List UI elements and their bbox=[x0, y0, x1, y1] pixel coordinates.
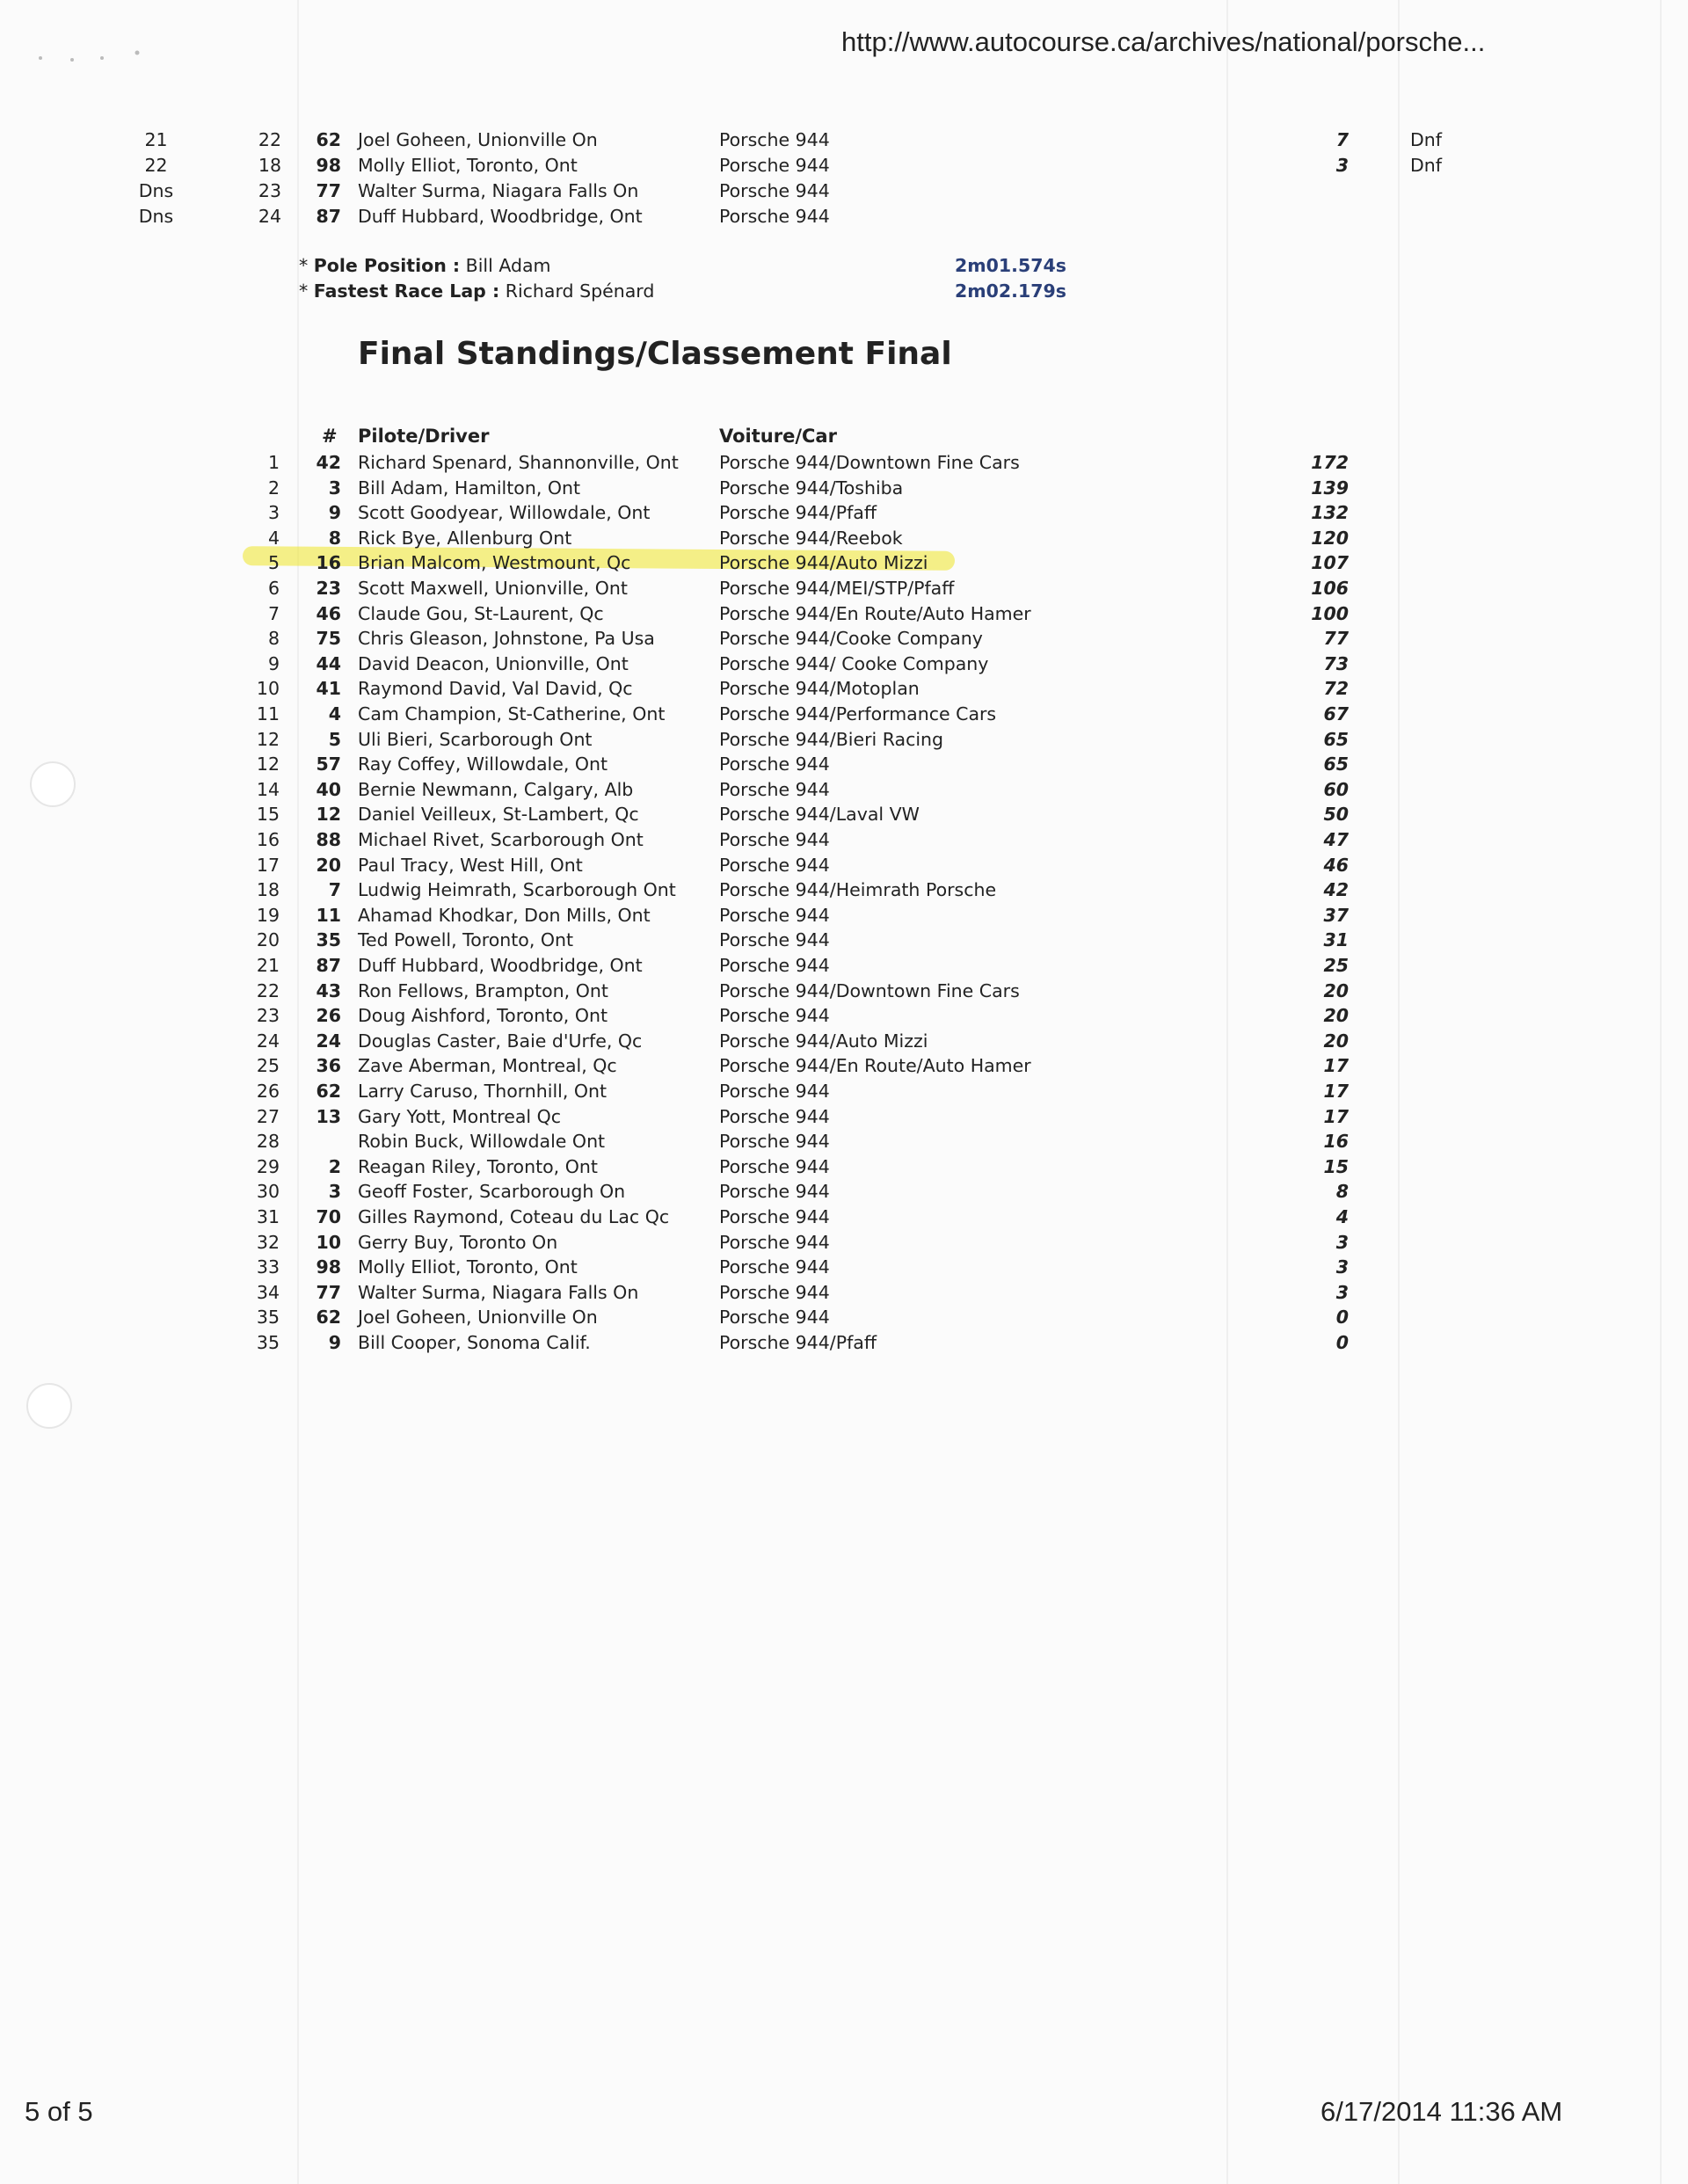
driver-cell: Molly Elliot, Toronto, Ont bbox=[358, 1256, 578, 1278]
driver-cell: Bill Cooper, Sonoma Calif. bbox=[358, 1332, 591, 1353]
car-cell: Porsche 944/Motoplan bbox=[719, 678, 920, 700]
standings-row bbox=[0, 928, 1688, 953]
points-cell: 106 bbox=[1311, 578, 1349, 599]
car-cell: Porsche 944 bbox=[719, 1307, 830, 1329]
standings-row bbox=[0, 1330, 1688, 1356]
car-cell: Porsche 944 bbox=[719, 1131, 830, 1153]
car-number-cell: 11 bbox=[316, 904, 341, 926]
driver-cell: Bill Adam, Hamilton, Ont bbox=[358, 477, 581, 499]
laps-cell: 7 bbox=[1335, 129, 1349, 150]
position-cell: 3 bbox=[267, 502, 280, 524]
standings-row bbox=[0, 476, 1688, 501]
car-cell: Porsche 944/Downtown Fine Cars bbox=[719, 979, 1020, 1001]
position-cell: 28 bbox=[256, 1131, 280, 1153]
car-number-cell: 62 bbox=[316, 129, 341, 150]
car-cell: Porsche 944 bbox=[719, 1005, 830, 1027]
standings-row bbox=[0, 1029, 1688, 1054]
driver-cell: Molly Elliot, Toronto, Ont bbox=[358, 155, 578, 176]
standings-row bbox=[0, 802, 1688, 827]
fastest-lap-time: 2m02.179s bbox=[955, 280, 1066, 302]
driver-cell: Ron Fellows, Brampton, Ont bbox=[358, 979, 608, 1001]
driver-cell: Michael Rivet, Scarborough Ont bbox=[358, 829, 644, 850]
car-number-cell: 9 bbox=[328, 1332, 341, 1353]
position-cell: 32 bbox=[256, 1231, 280, 1253]
standings-row bbox=[0, 450, 1688, 476]
points-cell: 3 bbox=[1335, 1281, 1349, 1303]
standings-row bbox=[0, 853, 1688, 878]
standings-row bbox=[0, 777, 1688, 803]
car-number-cell: 35 bbox=[316, 929, 341, 951]
driver-cell: Joel Goheen, Unionville On bbox=[358, 129, 598, 150]
driver-cell: Ray Coffey, Willowdale, Ont bbox=[358, 753, 608, 775]
car-number-cell: 3 bbox=[328, 477, 341, 499]
car-cell: Porsche 944 bbox=[719, 1206, 830, 1227]
car-number-cell: 46 bbox=[316, 602, 341, 624]
car-cell: Porsche 944 bbox=[719, 753, 830, 775]
car-number-cell: 12 bbox=[316, 804, 341, 826]
position-cell: 24 bbox=[256, 1030, 280, 1052]
standings-row bbox=[0, 601, 1688, 627]
driver-cell: Daniel Veilleux, St-Lambert, Qc bbox=[358, 804, 639, 826]
laps-cell: 3 bbox=[1335, 155, 1349, 176]
standings-row bbox=[0, 576, 1688, 601]
car-number-cell: 70 bbox=[316, 1206, 341, 1227]
car-number-cell: 5 bbox=[328, 728, 341, 750]
car-cell: Porsche 944 bbox=[719, 155, 830, 176]
driver-cell: Gilles Raymond, Coteau du Lac Qc bbox=[358, 1206, 670, 1227]
car-cell: Porsche 944/Pfaff bbox=[719, 1332, 877, 1353]
position-cell: 35 bbox=[256, 1307, 280, 1329]
position-cell: 26 bbox=[256, 1081, 280, 1102]
standings-row bbox=[0, 1053, 1688, 1079]
standings-row bbox=[0, 1255, 1688, 1280]
points-cell: 37 bbox=[1323, 904, 1349, 926]
position-cell: 35 bbox=[256, 1332, 280, 1353]
points-cell: 47 bbox=[1323, 829, 1349, 850]
points-cell: 50 bbox=[1323, 804, 1349, 826]
car-cell: Porsche 944 bbox=[719, 778, 830, 800]
driver-cell: Larry Caruso, Thornhill, Ont bbox=[358, 1081, 608, 1102]
car-cell: Porsche 944 bbox=[719, 1105, 830, 1127]
car-number-cell: 23 bbox=[316, 578, 341, 599]
points-cell: 132 bbox=[1311, 502, 1349, 524]
position-cell: 23 bbox=[256, 1005, 280, 1027]
points-cell: 172 bbox=[1311, 452, 1349, 473]
position-cell: 9 bbox=[267, 652, 280, 674]
position-cell: 19 bbox=[256, 904, 280, 926]
driver-cell: Douglas Caster, Baie d'Urfe, Qc bbox=[358, 1030, 643, 1052]
driver-cell: Duff Hubbard, Woodbridge, Ont bbox=[358, 955, 643, 976]
position-cell: 10 bbox=[256, 678, 280, 700]
race-result-row bbox=[0, 153, 1688, 178]
driver-cell: Zave Aberman, Montreal, Qc bbox=[358, 1055, 617, 1077]
standings-row bbox=[0, 652, 1688, 677]
car-number-cell: 2 bbox=[328, 1155, 341, 1177]
standings-row bbox=[0, 526, 1688, 551]
driver-cell: Chris Gleason, Johnstone, Pa Usa bbox=[358, 628, 655, 650]
points-cell: 42 bbox=[1323, 879, 1349, 901]
driver-cell: Walter Surma, Niagara Falls On bbox=[358, 1281, 639, 1303]
driver-cell: Brian Malcom, Westmount, Qc bbox=[358, 552, 631, 574]
car-cell: Porsche 944 bbox=[719, 206, 830, 227]
points-cell: 139 bbox=[1311, 477, 1349, 499]
position-cell: 25 bbox=[256, 1055, 280, 1077]
points-cell: 0 bbox=[1335, 1332, 1349, 1353]
driver-cell: Raymond David, Val David, Qc bbox=[358, 678, 633, 700]
car-cell: Porsche 944/Heimrath Porsche bbox=[719, 879, 997, 901]
standings-row bbox=[0, 877, 1688, 903]
position-cell: 30 bbox=[256, 1181, 280, 1203]
car-number-cell: 24 bbox=[316, 1030, 341, 1052]
points-cell: 20 bbox=[1323, 1030, 1349, 1052]
points-cell: 73 bbox=[1323, 652, 1349, 674]
car-number-cell: 20 bbox=[316, 854, 341, 876]
car-number-cell: 26 bbox=[316, 1005, 341, 1027]
car-cell: Porsche 944 bbox=[719, 1256, 830, 1278]
pole-position: * Pole Position : Bill Adam bbox=[299, 255, 551, 276]
position-cell: 8 bbox=[267, 628, 280, 650]
position-cell: 33 bbox=[256, 1256, 280, 1278]
car-number-cell: 87 bbox=[316, 206, 341, 227]
points-cell: 72 bbox=[1323, 678, 1349, 700]
car-number-cell: 9 bbox=[328, 502, 341, 524]
race-result-row bbox=[0, 204, 1688, 229]
car-cell: Porsche 944/MEI/STP/Pfaff bbox=[719, 578, 955, 599]
standings-row bbox=[0, 903, 1688, 928]
pole-driver: Bill Adam bbox=[460, 255, 551, 276]
grid-cell: 22 bbox=[258, 129, 281, 150]
car-number-cell: 62 bbox=[316, 1307, 341, 1329]
fastest-lap-label: Fastest Race Lap : bbox=[313, 280, 500, 302]
points-cell: 17 bbox=[1323, 1081, 1349, 1102]
car-number-cell: 40 bbox=[316, 778, 341, 800]
position-cell: 6 bbox=[267, 578, 280, 599]
points-cell: 20 bbox=[1323, 1005, 1349, 1027]
car-number-cell: 44 bbox=[316, 652, 341, 674]
status-cell: Dnf bbox=[1410, 155, 1442, 176]
car-number-cell: 75 bbox=[316, 628, 341, 650]
points-cell: 60 bbox=[1323, 778, 1349, 800]
position-cell: 34 bbox=[256, 1281, 280, 1303]
car-number-cell: 3 bbox=[328, 1181, 341, 1203]
car-number-cell: 42 bbox=[316, 452, 341, 473]
car-cell: Porsche 944 bbox=[719, 929, 830, 951]
standings-row bbox=[0, 500, 1688, 526]
car-number-cell: 87 bbox=[316, 955, 341, 976]
page-number: 5 of 5 bbox=[25, 2096, 93, 2127]
standings-row bbox=[0, 727, 1688, 753]
car-number-cell: 77 bbox=[316, 1281, 341, 1303]
car-cell: Porsche 944/En Route/Auto Hamer bbox=[719, 1055, 1031, 1077]
header-driver: Pilote/Driver bbox=[358, 426, 490, 447]
points-cell: 65 bbox=[1323, 728, 1349, 750]
driver-cell: Rick Bye, Allenburg Ont bbox=[358, 527, 572, 549]
standings-row bbox=[0, 953, 1688, 979]
status-cell: Dnf bbox=[1410, 129, 1442, 150]
car-number-cell: 98 bbox=[316, 1256, 341, 1278]
driver-cell: David Deacon, Unionville, Ont bbox=[358, 652, 629, 674]
position-cell: 17 bbox=[256, 854, 280, 876]
position-cell: 11 bbox=[256, 703, 280, 724]
position-cell: 20 bbox=[256, 929, 280, 951]
driver-cell: Reagan Riley, Toronto, Ont bbox=[358, 1155, 598, 1177]
car-cell: Porsche 944/Downtown Fine Cars bbox=[719, 452, 1020, 473]
position-cell: 14 bbox=[256, 778, 280, 800]
car-cell: Porsche 944/Toshiba bbox=[719, 477, 904, 499]
position-cell: 21 bbox=[256, 955, 280, 976]
car-number-cell: 4 bbox=[328, 703, 341, 724]
result-cell: 21 bbox=[144, 129, 168, 150]
position-cell: 12 bbox=[256, 728, 280, 750]
position-cell: 5 bbox=[267, 552, 280, 574]
driver-cell: Paul Tracy, West Hill, Ont bbox=[358, 854, 583, 876]
grid-cell: 18 bbox=[258, 155, 281, 176]
car-cell: Porsche 944/Bieri Racing bbox=[719, 728, 944, 750]
position-cell: 12 bbox=[256, 753, 280, 775]
car-cell: Porsche 944/ Cooke Company bbox=[719, 652, 989, 674]
points-cell: 3 bbox=[1335, 1256, 1349, 1278]
driver-cell: Doug Aishford, Toronto, Ont bbox=[358, 1005, 608, 1027]
driver-cell: Geoff Foster, Scarborough On bbox=[358, 1181, 626, 1203]
position-cell: 31 bbox=[256, 1206, 280, 1227]
scan-marks bbox=[32, 47, 146, 65]
standings-row bbox=[0, 1079, 1688, 1104]
standings-row bbox=[0, 1280, 1688, 1306]
standings-row bbox=[0, 752, 1688, 777]
driver-cell: Gary Yott, Montreal Qc bbox=[358, 1105, 562, 1127]
standings-row bbox=[0, 1003, 1688, 1029]
standings-row bbox=[0, 550, 1688, 576]
header-car: Voiture/Car bbox=[719, 426, 837, 447]
position-cell: 27 bbox=[256, 1105, 280, 1127]
punch-hole-lower bbox=[26, 1383, 72, 1429]
car-cell: Porsche 944/Laval VW bbox=[719, 804, 920, 826]
driver-cell: Claude Gou, St-Laurent, Qc bbox=[358, 602, 604, 624]
print-datetime: 6/17/2014 11:36 AM bbox=[1321, 2096, 1563, 2127]
points-cell: 100 bbox=[1311, 602, 1349, 624]
position-cell: 22 bbox=[256, 979, 280, 1001]
standings-row bbox=[0, 626, 1688, 652]
driver-cell: Robin Buck, Willowdale Ont bbox=[358, 1131, 606, 1153]
standings-row bbox=[0, 676, 1688, 702]
fastest-lap-driver: Richard Spénard bbox=[499, 280, 655, 302]
points-cell: 67 bbox=[1323, 703, 1349, 724]
car-cell: Porsche 944 bbox=[719, 1181, 830, 1203]
car-cell: Porsche 944 bbox=[719, 1155, 830, 1177]
position-cell: 7 bbox=[267, 602, 280, 624]
points-cell: 17 bbox=[1323, 1055, 1349, 1077]
fastest-race-lap: * Fastest Race Lap : Richard Spénard bbox=[299, 280, 655, 302]
car-cell: Porsche 944/Auto Mizzi bbox=[719, 552, 928, 574]
race-result-row bbox=[0, 178, 1688, 204]
points-cell: 16 bbox=[1323, 1131, 1349, 1153]
car-cell: Porsche 944 bbox=[719, 829, 830, 850]
standings-row bbox=[0, 1129, 1688, 1154]
car-cell: Porsche 944/En Route/Auto Hamer bbox=[719, 602, 1031, 624]
car-cell: Porsche 944/Performance Cars bbox=[719, 703, 997, 724]
result-cell: Dns bbox=[138, 180, 174, 201]
points-cell: 0 bbox=[1335, 1307, 1349, 1329]
points-cell: 3 bbox=[1335, 1231, 1349, 1253]
position-cell: 4 bbox=[267, 527, 280, 549]
car-cell: Porsche 944/Cooke Company bbox=[719, 628, 983, 650]
driver-cell: Richard Spenard, Shannonville, Ont bbox=[358, 452, 679, 473]
car-cell: Porsche 944 bbox=[719, 1081, 830, 1102]
points-cell: 107 bbox=[1311, 552, 1349, 574]
points-cell: 25 bbox=[1323, 955, 1349, 976]
car-cell: Porsche 944 bbox=[719, 955, 830, 976]
car-number-cell: 43 bbox=[316, 979, 341, 1001]
car-cell: Porsche 944 bbox=[719, 129, 830, 150]
driver-cell: Scott Maxwell, Unionville, Ont bbox=[358, 578, 628, 599]
driver-cell: Gerry Buy, Toronto On bbox=[358, 1231, 558, 1253]
grid-cell: 24 bbox=[258, 206, 281, 227]
car-number-cell: 36 bbox=[316, 1055, 341, 1077]
car-number-cell: 16 bbox=[316, 552, 341, 574]
driver-cell: Joel Goheen, Unionville On bbox=[358, 1307, 598, 1329]
result-cell: Dns bbox=[138, 206, 174, 227]
car-cell: Porsche 944 bbox=[719, 1281, 830, 1303]
standings-row bbox=[0, 1104, 1688, 1130]
header-number: # bbox=[322, 426, 338, 447]
points-cell: 15 bbox=[1323, 1155, 1349, 1177]
points-cell: 4 bbox=[1335, 1206, 1349, 1227]
driver-cell: Scott Goodyear, Willowdale, Ont bbox=[358, 502, 651, 524]
standings-row bbox=[0, 1205, 1688, 1230]
race-result-row bbox=[0, 127, 1688, 153]
car-cell: Porsche 944 bbox=[719, 180, 830, 201]
standings-row bbox=[0, 979, 1688, 1004]
standings-row bbox=[0, 1154, 1688, 1180]
points-cell: 65 bbox=[1323, 753, 1349, 775]
points-cell: 46 bbox=[1323, 854, 1349, 876]
driver-cell: Ludwig Heimrath, Scarborough Ont bbox=[358, 879, 676, 901]
car-number-cell: 13 bbox=[316, 1105, 341, 1127]
car-cell: Porsche 944 bbox=[719, 854, 830, 876]
standings-row bbox=[0, 1230, 1688, 1256]
driver-cell: Cam Champion, St-Catherine, Ont bbox=[358, 703, 666, 724]
car-number-cell: 41 bbox=[316, 678, 341, 700]
position-cell: 16 bbox=[256, 829, 280, 850]
driver-cell: Bernie Newmann, Calgary, Alb bbox=[358, 778, 634, 800]
car-number-cell: 10 bbox=[316, 1231, 341, 1253]
standings-row bbox=[0, 1305, 1688, 1330]
driver-cell: Duff Hubbard, Woodbridge, Ont bbox=[358, 206, 643, 227]
car-number-cell: 8 bbox=[328, 527, 341, 549]
position-cell: 2 bbox=[267, 477, 280, 499]
car-number-cell: 98 bbox=[316, 155, 341, 176]
car-number-cell: 7 bbox=[328, 879, 341, 901]
driver-cell: Ted Powell, Toronto, Ont bbox=[358, 929, 574, 951]
car-number-cell: 77 bbox=[316, 180, 341, 201]
grid-cell: 23 bbox=[258, 180, 281, 201]
standings-row bbox=[0, 1179, 1688, 1205]
points-cell: 120 bbox=[1311, 527, 1349, 549]
pole-time: 2m01.574s bbox=[955, 255, 1066, 276]
points-cell: 8 bbox=[1335, 1181, 1349, 1203]
car-cell: Porsche 944 bbox=[719, 904, 830, 926]
position-cell: 15 bbox=[256, 804, 280, 826]
position-cell: 18 bbox=[256, 879, 280, 901]
position-cell: 1 bbox=[267, 452, 280, 473]
car-number-cell: 57 bbox=[316, 753, 341, 775]
car-cell: Porsche 944/Reebok bbox=[719, 527, 903, 549]
car-cell: Porsche 944 bbox=[719, 1231, 830, 1253]
points-cell: 17 bbox=[1323, 1105, 1349, 1127]
car-cell: Porsche 944/Auto Mizzi bbox=[719, 1030, 928, 1052]
standings-row bbox=[0, 827, 1688, 853]
position-cell: 29 bbox=[256, 1155, 280, 1177]
points-cell: 20 bbox=[1323, 979, 1349, 1001]
car-number-cell: 88 bbox=[316, 829, 341, 850]
standings-title: Final Standings/Classement Final bbox=[358, 336, 952, 372]
car-number-cell: 62 bbox=[316, 1081, 341, 1102]
standings-row bbox=[0, 702, 1688, 727]
driver-cell: Ahamad Khodkar, Don Mills, Ont bbox=[358, 904, 651, 926]
points-cell: 31 bbox=[1323, 929, 1349, 951]
page-url: http://www.autocourse.ca/archives/national/porsche... bbox=[841, 26, 1486, 57]
points-cell: 77 bbox=[1323, 628, 1349, 650]
car-cell: Porsche 944/Pfaff bbox=[719, 502, 877, 524]
driver-cell: Uli Bieri, Scarborough Ont bbox=[358, 728, 593, 750]
driver-cell: Walter Surma, Niagara Falls On bbox=[358, 180, 639, 201]
pole-label: Pole Position : bbox=[313, 255, 461, 276]
result-cell: 22 bbox=[144, 155, 168, 176]
